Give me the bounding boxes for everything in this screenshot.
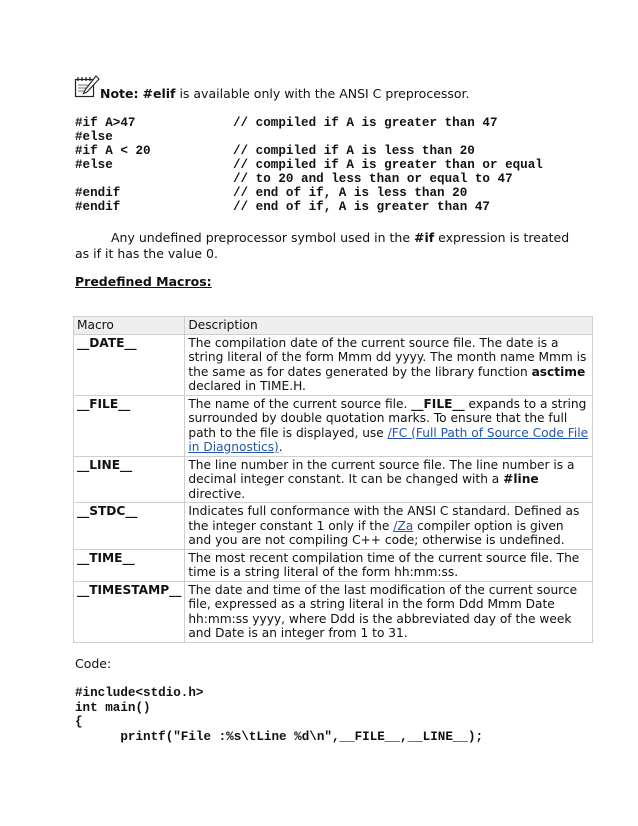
if-keyword: #if [414, 230, 435, 245]
code-line: #endif // end of if, A is less than 20 [75, 186, 468, 200]
code-line: #if A < 20 // compiled if A is less than 20 [75, 144, 475, 158]
code-line: #else // compiled if A is greater than or equal [75, 158, 543, 172]
za-option-link[interactable]: /Za [393, 518, 414, 533]
macro-description: The line number in the current source file. The line number is a decimal integer constant. It can be changed with a #line directive. [185, 456, 593, 503]
table-row [74, 503, 593, 550]
macro-name: __TIMESTAMP__ [74, 581, 185, 642]
code-line: #include<stdio.h> [75, 686, 204, 700]
code-line: #else [75, 130, 113, 144]
note-text [100, 86, 470, 101]
macro-name: __TIME__ [74, 549, 185, 581]
macro-description: The date and time of the last modification of the current source file, expressed as a string literal in the form Ddd Mmm Date hh:mm:ss yyyy, where Ddd is the abbreviated day of the week and Date is an integer from 1 to 31. [185, 581, 593, 642]
code-line: // to 20 and less than or equal to 47 [233, 172, 513, 186]
macro-name: __STDC__ [74, 503, 185, 550]
macro-description: The compilation date of the current source file. The date is a string literal of the form Mmm dd yyyy. The month name Mmm is the same as for dates generated by the library function asctime declared in TIME.H. [185, 334, 593, 395]
macro-description: The name of the current source file. __FILE__ expands to a string surrounded by double quotation marks. To ensure that the full path to the file is displayed, use /FC (Full Path of Source Code File in Diagnostics). [185, 395, 593, 456]
column-header-description: Description [185, 317, 593, 335]
macros-table [73, 316, 593, 643]
table-row [74, 395, 593, 456]
code-line: #if A>47 // compiled if A is greater than 47 [75, 116, 498, 130]
body-paragraph: Any undefined preprocessor symbol used in the #if expression is treated as if it has the value 0. [75, 230, 570, 261]
code-line: printf("File :%s\tLine %d\n",__FILE__,__LINE__); [75, 729, 484, 744]
column-header-macro: Macro [74, 317, 185, 335]
macro-description: The most recent compilation time of the current source file. The time is a string literal of the form hh:mm:ss. [185, 549, 593, 581]
code-example [75, 686, 483, 744]
note-body: is available only with the ANSI C preprocessor. [175, 86, 470, 101]
table-row [74, 456, 593, 503]
macro-name: __LINE__ [74, 456, 185, 503]
table-header-row [74, 317, 593, 335]
macro-name: __FILE__ [74, 395, 185, 456]
section-heading: Predefined Macros: [75, 274, 212, 289]
macro-name: __DATE__ [74, 334, 185, 395]
note-label: Note: [100, 86, 139, 101]
macro-description: Indicates full conformance with the ANSI C standard. Defined as the integer constant 1 only if the /Za compiler option is given and you are not compiling C++ code; otherwise is undefined. [185, 503, 593, 550]
note-pad-icon [74, 74, 100, 98]
code-line: int main() [75, 700, 151, 715]
table-row [74, 334, 593, 395]
fc-option-link[interactable]: /FC (Full Path of Source Code File in Diagnostics) [188, 425, 589, 454]
code-line: { [75, 715, 83, 729]
table-row [74, 581, 593, 642]
code-label: Code: [75, 656, 112, 671]
table-row [74, 549, 593, 581]
code-line: #endif // end of if, A is greater than 47 [75, 200, 490, 214]
note-keyword: #elif [142, 86, 176, 101]
